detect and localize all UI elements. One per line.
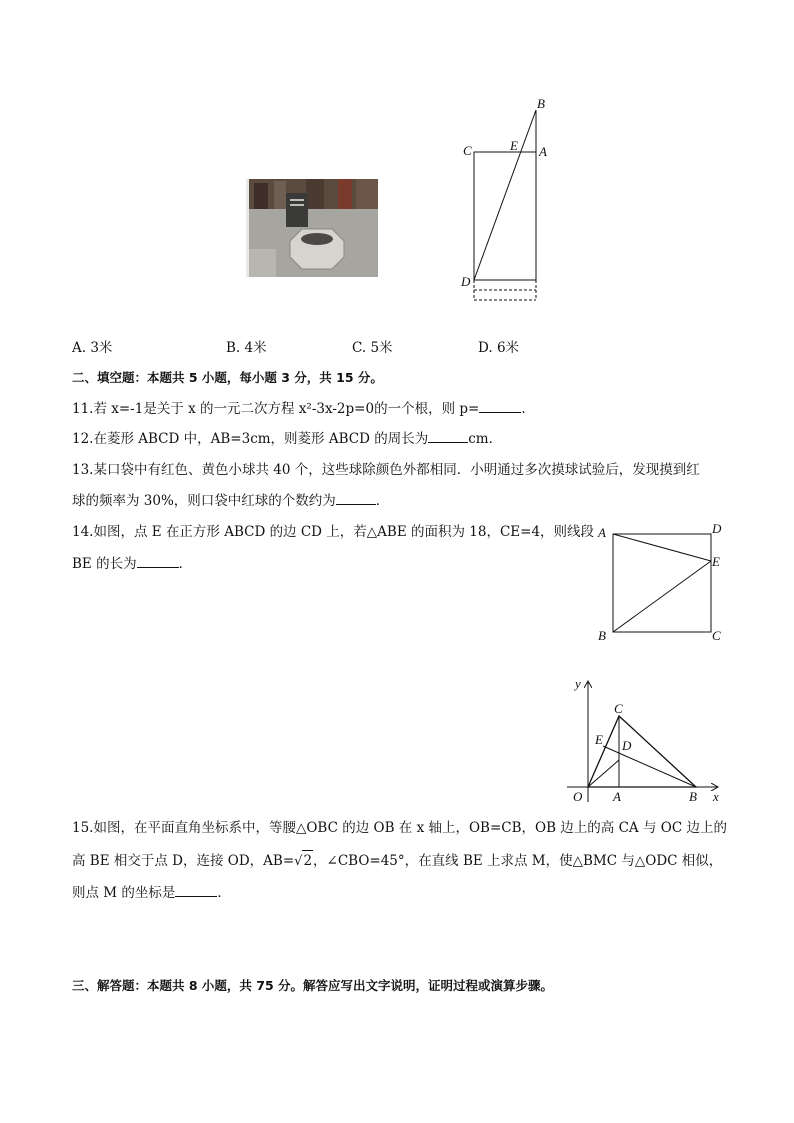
label-E: E — [712, 554, 720, 569]
section2-heading: 二、填空题：本题共 5 小题，每小题 3 分，共 15 分。 — [72, 370, 383, 385]
label-D: D — [712, 521, 722, 536]
option-key: D. — [478, 340, 493, 356]
well-photo — [246, 179, 378, 277]
q12-text: 12.在菱形 ABCD 中，AB=3cm，则菱形 ABCD 的周长为 — [72, 431, 429, 447]
q14-figure — [594, 518, 728, 646]
label-y: y — [575, 676, 581, 691]
question-13-line1: 13.某口袋中有红色、黄色小球共 40 个，这些球除颜色外都相同．小明通过多次摸球试验后，发现摸到红 — [72, 462, 700, 478]
option-value: 6米 — [496, 340, 520, 356]
question-15-line2 — [72, 850, 722, 872]
answer-blank[interactable] — [428, 428, 468, 443]
square-abcd — [613, 534, 711, 632]
option-key: B. — [226, 340, 241, 356]
q13-text: 球的频率为 30%，则口袋中红球的个数约为 — [72, 493, 336, 509]
q13-text-end: ． — [375, 493, 390, 509]
q10-option-a — [72, 336, 112, 356]
q15-figure — [563, 674, 729, 806]
label-x: x — [713, 789, 719, 804]
option-key: C. — [352, 340, 367, 356]
section3-heading: 三、解答题：本题共 8 小题，共 75 分。解答应写出文字说明，证明过程或演算步骤。 — [72, 978, 554, 993]
label-B: B — [689, 789, 697, 804]
question-14-line1: 14.如图，点 E 在正方形 ABCD 的边 CD 上，若△ABE 的面积为 18，CE=4，则线段 — [72, 524, 595, 540]
label-D: D — [461, 274, 471, 289]
option-value: 5米 — [370, 340, 393, 356]
sight-line — [474, 110, 536, 280]
q15-text: 高 BE 相交于点 D，连接 OD，AB= — [72, 853, 295, 869]
question-12 — [72, 428, 502, 449]
label-B: B — [537, 96, 545, 111]
triangle-obc — [588, 716, 696, 787]
q10-option-b — [226, 336, 267, 356]
answer-blank[interactable] — [175, 882, 217, 897]
question-15-line1: 15.如图，在平面直角坐标系中，等腰△OBC 的边 OB 在 x 轴上，OB=CB，OB 边上的高 CA 与 OC 边上的 — [72, 820, 727, 836]
label-E: E — [595, 732, 603, 747]
answer-blank[interactable] — [336, 490, 376, 505]
q14-text-end: ． — [178, 556, 193, 572]
option-key: A. — [72, 340, 87, 356]
q12-text-end: cm． — [468, 431, 503, 447]
question-14-line2 — [72, 553, 192, 574]
sqrt-radicand: 2 — [302, 850, 313, 871]
q10-option-d — [478, 336, 519, 356]
label-A: A — [539, 144, 547, 159]
label-E: E — [510, 138, 518, 153]
question-13-line2 — [72, 490, 389, 511]
q14-text: BE 的长为 — [72, 556, 137, 572]
question-15-line3 — [72, 882, 231, 903]
well-rectangle — [474, 152, 536, 280]
q15-text-end: ． — [217, 885, 231, 901]
q15-text-cont: ，∠CBO=45°，在直线 BE 上求点 M，使△BMC 与△ODC 相似， — [313, 853, 723, 869]
q11-text: 11.若 x=-1是关于 x 的一元二次方程 x²-3x-2p=0的一个根，则 p= — [72, 401, 480, 417]
option-value: 3米 — [90, 340, 113, 356]
label-C: C — [463, 143, 472, 158]
label-A: A — [598, 525, 606, 540]
q10-option-c — [352, 336, 393, 356]
answer-blank[interactable] — [137, 553, 179, 568]
label-A: A — [613, 789, 621, 804]
q11-text-end: . — [521, 401, 526, 417]
label-C: C — [614, 701, 623, 716]
answer-blank[interactable] — [479, 398, 521, 413]
label-O: O — [573, 789, 583, 804]
q15-text: 则点 M 的坐标是 — [72, 885, 176, 901]
question-11 — [72, 398, 526, 419]
sqrt-symbol: √ — [294, 854, 303, 869]
option-value: 4米 — [244, 340, 267, 356]
label-D: D — [622, 738, 632, 753]
label-B: B — [598, 628, 606, 643]
q10-figure — [455, 94, 555, 306]
label-C: C — [712, 628, 721, 643]
